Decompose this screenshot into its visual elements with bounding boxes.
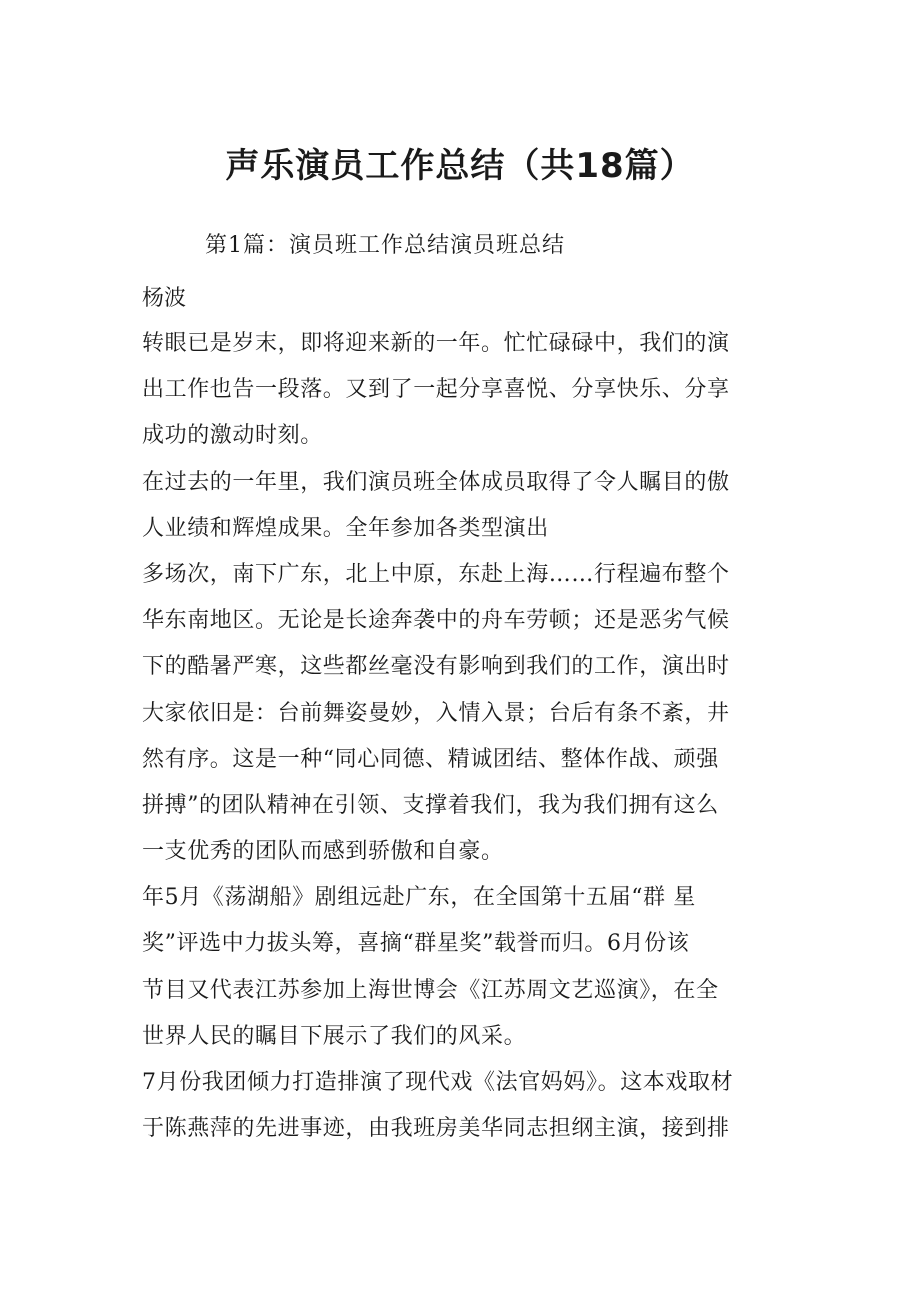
text-line: 多场次，南下广东，北上中原，东赴上海……行程遍布整个	[142, 561, 730, 587]
text-line: 华东南地区。无论是长途奔袭中的舟车劳顿；还是恶劣气候	[142, 608, 730, 634]
text-line: 然有序。这是一种“同心同德、精诚团结、整体作战、顽强	[142, 746, 719, 772]
text-line: 成功的激动时刻。	[142, 423, 323, 449]
text-line: 出工作也告一段落。又到了一起分享喜悦、分享快乐、分享	[142, 377, 730, 403]
document-title: 声乐演员工作总结（共18篇）	[225, 146, 695, 186]
text-line: 年5月《荡湖船》剧组远赴广东，在全国第十五届“群 星	[142, 885, 696, 911]
text-line: 下的酷暑严寒，这些都丝毫没有影响到我们的工作，演出时	[142, 654, 730, 680]
text-line: 于陈燕萍的先进事迹，由我班房美华同志担纲主演，接到排	[142, 1116, 730, 1142]
text-line: 世界人民的瞩目下展示了我们的风采。	[142, 1023, 527, 1049]
author-name: 杨波	[142, 286, 187, 311]
text-line: 人业绩和辉煌成果。全年参加各类型演出	[142, 515, 549, 541]
text-line: 7月份我团倾力打造排演了现代戏《法官妈妈》。这本戏取材	[142, 1070, 734, 1095]
text-line: 拼搏”的团队精神在引领、支撑着我们，我为我们拥有这么	[142, 792, 719, 818]
text-line: 转眼已是岁末，即将迎来新的一年。忙忙碌碌中，我们的演	[142, 331, 730, 356]
text-line: 奖”评选中力拔头筹，喜摘“群星奖”载誉而归。6月份该	[142, 931, 690, 957]
text-line: 一支优秀的团队而感到骄傲和自豪。	[142, 839, 504, 865]
body-text	[142, 321, 782, 1152]
text-line: 在过去的一年里，我们演员班全体成员取得了令人瞩目的傲	[142, 469, 730, 495]
text-line: 节目又代表江苏参加上海世博会《江苏周文艺巡演》，在全	[142, 977, 719, 1003]
section-heading: 第1篇：演员班工作总结演员班总结	[205, 233, 565, 258]
text-line: 大家依旧是：台前舞姿曼妙，入情入景；台后有条不紊，井	[142, 700, 730, 726]
